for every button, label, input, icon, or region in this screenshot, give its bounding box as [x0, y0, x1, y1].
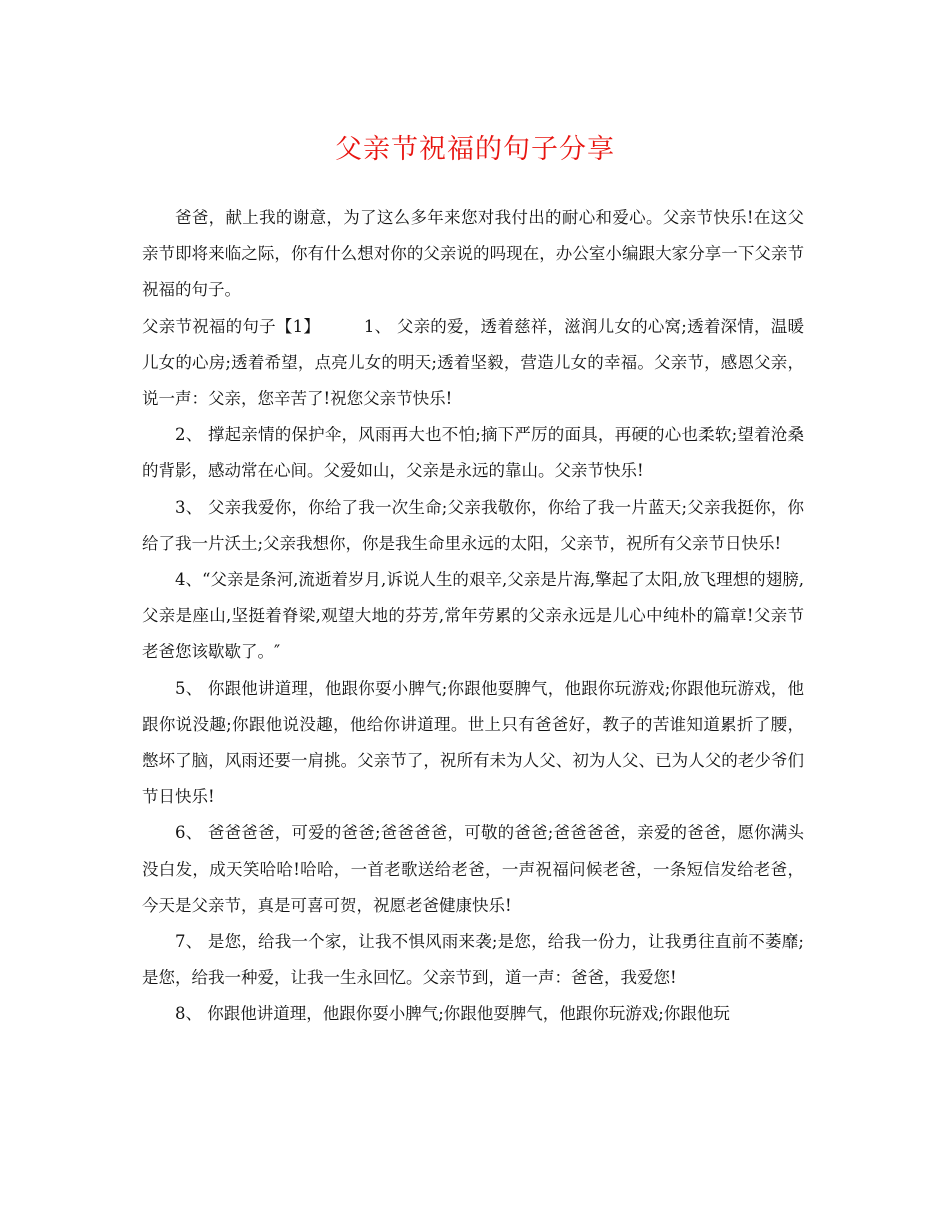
section-gap [320, 317, 364, 336]
list-item: 1、 父亲的爱，透着慈祥，滋润儿女的心窝;透着深情，温暖儿女的心房;透着希望，点亮儿女的明天;透着坚毅，营造儿女的幸福。父亲节，感恩父亲，说一声：父亲，您辛苦了!祝您父亲节快乐! [142, 316, 804, 409]
list-item: 2、 撑起亲情的保护伞，风雨再大也不怕;摘下严厉的面具，再硬的心也柔软;望着沧桑的背影，感动常在心间。父爱如山，父亲是永远的靠山。父亲节快乐! [142, 425, 804, 481]
list-item: 4、“父亲是条河,流逝着岁月,诉说人生的艰辛,父亲是片海,擎起了太阳,放飞理想的翅膀,父亲是座山,坚挺着脊梁,观望大地的芬芳,常年劳累的父亲永远是儿心中纯朴的篇章!父亲节老爸您该歇歇了。″ [142, 570, 804, 662]
list-item: 3、 父亲我爱你，你给了我一次生命;父亲我敬你，你给了我一片蓝天;父亲我挺你，你给了我一片沃土;父亲我想你，你是我生命里永远的太阳，父亲节，祝所有父亲节日快乐! [142, 497, 804, 553]
list-item: 5、 你跟他讲道理，他跟你耍小脾气;你跟他耍脾气，他跟你玩游戏;你跟他玩游戏，他跟你说没趣;你跟他说没趣，他给你讲道理。世上只有爸爸好，教子的苦谁知道累折了腰，憋坏了脑，风雨还要一肩挑。父亲节了，祝所有未为人父、初为人父、已为人父的老少爷们节日快乐! [142, 678, 804, 807]
list-item: 7、 是您，给我一个家，让我不惧风雨来袭;是您，给我一份力，让我勇往直前不萎靡;是您，给我一种爱，让我一生永回忆。父亲节到，道一声：爸爸，我爱您! [142, 932, 804, 988]
section-paragraph [142, 309, 804, 418]
document-body [142, 200, 804, 1033]
document-title: 父亲节祝福的句子分享 [335, 134, 615, 165]
list-item: 8、 你跟他讲道理，他跟你耍小脾气;你跟他耍脾气，他跟你玩游戏;你跟他玩 [175, 1004, 730, 1024]
intro-paragraph: 爸爸，献上我的谢意，为了这么多年来您对我付出的耐心和爱心。父亲节快乐!在这父亲节即将来临之际，你有什么想对你的父亲说的吗现在，办公室小编跟大家分享一下父亲节祝福的句子。 [142, 208, 804, 300]
list-item: 6、 爸爸爸爸，可爱的爸爸;爸爸爸爸，可敬的爸爸;爸爸爸爸，亲爱的爸爸，愿你满头没白发，成天笑哈哈!哈哈，一首老歌送给老爸，一声祝福问候老爸，一条短信发给老爸，今天是父亲节，真是可喜可贺，祝愿老爸健康快乐! [142, 823, 804, 915]
section-heading: 父亲节祝福的句子【1】 [142, 316, 321, 336]
